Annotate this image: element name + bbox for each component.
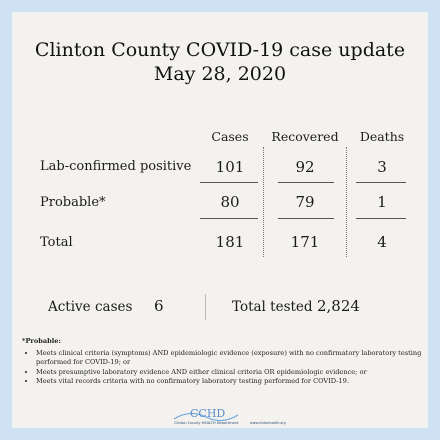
footnote-item: • Meets clinical criteria (symptoms) AND epidemiologic evidence (exposure) with no confirmatory laboratory testing performed for COVID-19; or xyxy=(36,349,422,368)
rule-deaths-1 xyxy=(356,182,406,183)
cell-total-cases: 181 xyxy=(215,233,245,251)
cell-lab-confirmed-deaths: 3 xyxy=(377,158,387,176)
rule-deaths-2 xyxy=(356,218,406,219)
cchd-logo xyxy=(172,405,292,429)
column-divider xyxy=(346,147,347,257)
update-card xyxy=(12,12,428,428)
logo-url: www.clintonhealth.org xyxy=(250,421,286,425)
probable-footnotes xyxy=(22,337,422,387)
report-date: May 28, 2020 xyxy=(153,63,287,85)
rule-recovered-2 xyxy=(278,218,334,219)
row-label-probable: Probable* xyxy=(40,195,106,210)
total-tested-value: 2,824 xyxy=(317,297,360,315)
rule-cases-2 xyxy=(200,218,258,219)
footnote-item: • Meets presumptive laboratory evidence AND either clinical criteria OR epidemiologic evidence; or xyxy=(36,368,422,378)
column-divider xyxy=(263,147,264,257)
logo-abbr: CCHD xyxy=(190,407,226,420)
logo-name: Clinton County HEALTH Department xyxy=(174,421,239,425)
cell-lab-confirmed-cases: 101 xyxy=(215,158,245,176)
page-title: Clinton County COVID-19 case update xyxy=(34,39,406,61)
footnote-item: • Meets vital records criteria with no confirmatory laboratory testing performed for COVID-19. xyxy=(36,377,422,387)
cell-probable-recovered: 79 xyxy=(295,193,315,211)
column-header-cases: Cases xyxy=(211,129,249,144)
footnote-heading: *Probable: xyxy=(22,337,61,345)
active-cases-value: 6 xyxy=(154,297,164,315)
active-cases-label: Active cases xyxy=(48,299,133,315)
footnote-list xyxy=(22,349,422,387)
total-tested-label: Total tested xyxy=(232,299,313,315)
cell-probable-deaths: 1 xyxy=(377,193,387,211)
rule-cases-1 xyxy=(200,182,258,183)
summary-divider xyxy=(205,294,206,320)
cell-total-recovered: 171 xyxy=(290,233,320,251)
cell-probable-cases: 80 xyxy=(220,193,240,211)
column-header-deaths: Deaths xyxy=(359,129,405,144)
cell-total-deaths: 4 xyxy=(377,233,387,251)
row-label-lab-confirmed: Lab-confirmed positive xyxy=(40,159,192,174)
rule-recovered-1 xyxy=(278,182,334,183)
column-header-recovered: Recovered xyxy=(271,129,339,144)
row-label-total: Total xyxy=(40,235,73,250)
cell-lab-confirmed-recovered: 92 xyxy=(295,158,315,176)
